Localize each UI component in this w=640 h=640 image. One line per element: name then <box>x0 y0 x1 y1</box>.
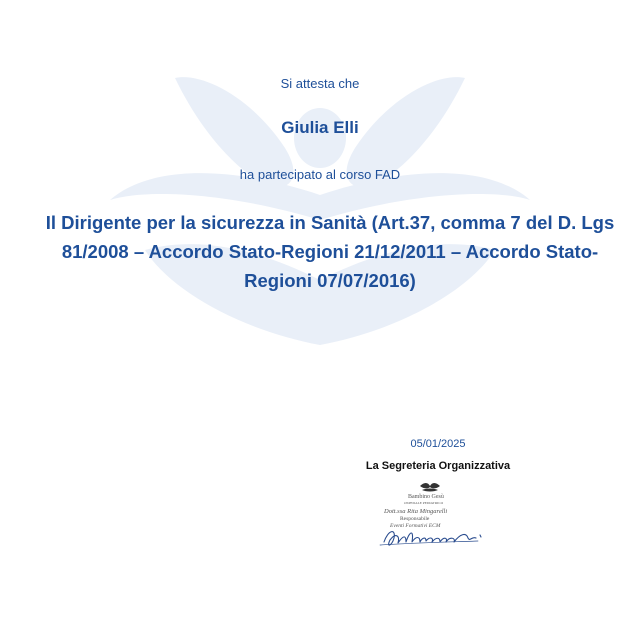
participant-name: Giulia Elli <box>281 118 359 137</box>
issue-date: 05/01/2025 <box>410 438 466 450</box>
stamp-dept: Eventi Formativi ECM <box>390 523 441 529</box>
participation-text: ha partecipato al corso FAD <box>239 167 401 182</box>
intro-text: Si attesta che <box>280 76 360 91</box>
stamp-person: Dott.ssa Rita Mingarelli <box>384 508 448 515</box>
signatory-label: La Segreteria Organizzativa <box>365 460 511 472</box>
stamp-org-sub: OSPEDALE PEDIATRICO <box>404 501 444 505</box>
official-stamp <box>360 480 510 555</box>
organization-logo-icon <box>420 483 440 492</box>
stamp-role: Responsabile <box>400 516 430 522</box>
course-title: Il Dirigente per la sicurezza in Sanità (Art.37, comma 7 del D. Lgs 81/2008 – Accordo Stato-Regioni 21/12/2011 – Accordo Stato-Regioni 07/07/2016) <box>45 212 615 291</box>
stamp-org-name: Bambino Gesù <box>408 494 444 500</box>
handwritten-signature <box>384 532 481 545</box>
